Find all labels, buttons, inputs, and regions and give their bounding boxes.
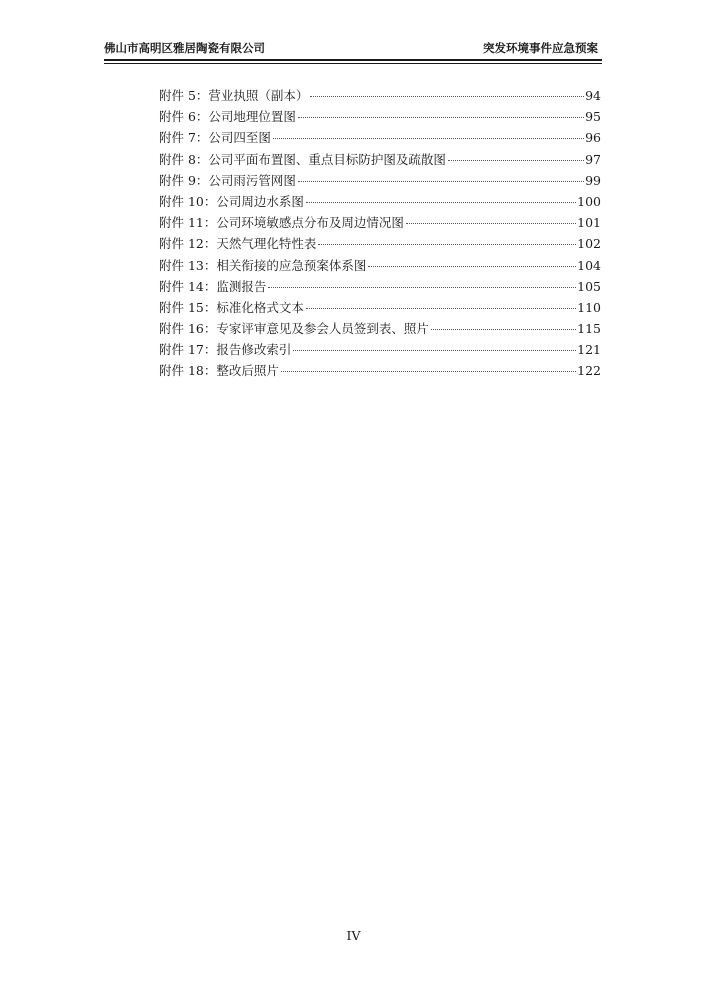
- toc-entry-page: 110: [577, 299, 601, 315]
- toc-entry-label: 附件 6：公司地理位置图: [159, 109, 296, 125]
- header-document-title: 突发环境事件应急预案: [483, 41, 598, 55]
- toc-dot-leader: [318, 243, 576, 245]
- toc-dot-leader: [293, 349, 576, 351]
- toc-entry-label: 附件 5：营业执照（副本）: [159, 88, 309, 103]
- toc-entry-label: 附件 17：报告修改索引: [159, 342, 292, 358]
- toc-entry-page: 122: [577, 363, 601, 379]
- toc-entry-page: 104: [577, 257, 601, 273]
- toc-entry[interactable]: [159, 360, 601, 381]
- toc-dot-leader: [406, 222, 576, 224]
- toc-entry[interactable]: [159, 297, 601, 318]
- header-company-name: 佛山市高明区雅居陶瓷有限公司: [104, 41, 265, 55]
- toc-entry[interactable]: [159, 127, 601, 148]
- header-rule-thin: [104, 63, 602, 64]
- toc-dot-leader: [310, 95, 584, 97]
- toc-entry-label: 附件 11：公司环境敏感点分布及周边情况图: [159, 215, 404, 231]
- toc-entry-page: 94: [585, 88, 601, 103]
- toc-dot-leader: [298, 180, 584, 182]
- table-of-contents: [159, 85, 601, 382]
- toc-dot-leader: [268, 286, 576, 288]
- toc-entry[interactable]: [159, 276, 601, 297]
- toc-entry-label: 附件 9：公司雨污管网图: [159, 172, 296, 188]
- toc-dot-leader: [273, 137, 584, 139]
- toc-entry-page: 101: [577, 215, 601, 231]
- toc-entry-page: 100: [577, 193, 601, 209]
- toc-entry-page: 95: [585, 109, 601, 125]
- toc-entry-page: 97: [585, 151, 601, 167]
- toc-dot-leader: [431, 328, 576, 330]
- toc-entry[interactable]: [159, 106, 601, 127]
- toc-entry-label: 附件 15：标准化格式文本: [159, 299, 304, 315]
- header-rule-thick: [104, 59, 602, 61]
- toc-entry-label: 附件 18：整改后照片: [159, 363, 279, 379]
- toc-entry[interactable]: [159, 191, 601, 212]
- toc-entry-page: 121: [577, 342, 601, 358]
- toc-entry-label: 附件 10：公司周边水系图: [159, 193, 304, 209]
- toc-entry-page: 102: [577, 236, 601, 252]
- toc-entry-label: 附件 13：相关衔接的应急预案体系图: [159, 257, 367, 273]
- page-number: IV: [346, 928, 361, 943]
- toc-entry-page: 115: [577, 321, 601, 337]
- toc-entry[interactable]: [159, 149, 601, 170]
- toc-entry[interactable]: [159, 339, 601, 360]
- toc-entry-page: 96: [585, 130, 601, 146]
- toc-entry[interactable]: [159, 212, 601, 233]
- toc-entry-page: 99: [585, 172, 601, 188]
- toc-dot-leader: [281, 370, 576, 372]
- toc-entry[interactable]: [159, 318, 601, 339]
- toc-entry-label: 附件 8：公司平面布置图、重点目标防护图及疏散图: [159, 151, 446, 167]
- toc-entry[interactable]: [159, 85, 601, 106]
- toc-entry-label: 附件 12：天然气理化特性表: [159, 236, 317, 252]
- toc-entry-label: 附件 16：专家评审意见及参会人员签到表、照片: [159, 321, 429, 337]
- toc-entry[interactable]: [159, 233, 601, 254]
- toc-entry-label: 附件 7：公司四至图: [159, 130, 271, 146]
- toc-dot-leader: [368, 265, 576, 267]
- toc-entry[interactable]: [159, 170, 601, 191]
- toc-dot-leader: [306, 201, 576, 203]
- toc-entry-label: 附件 14：监测报告: [159, 278, 267, 294]
- toc-entry[interactable]: [159, 255, 601, 276]
- toc-dot-leader: [448, 159, 584, 161]
- toc-dot-leader: [298, 116, 584, 118]
- toc-dot-leader: [306, 307, 576, 309]
- toc-entry-page: 105: [577, 278, 601, 294]
